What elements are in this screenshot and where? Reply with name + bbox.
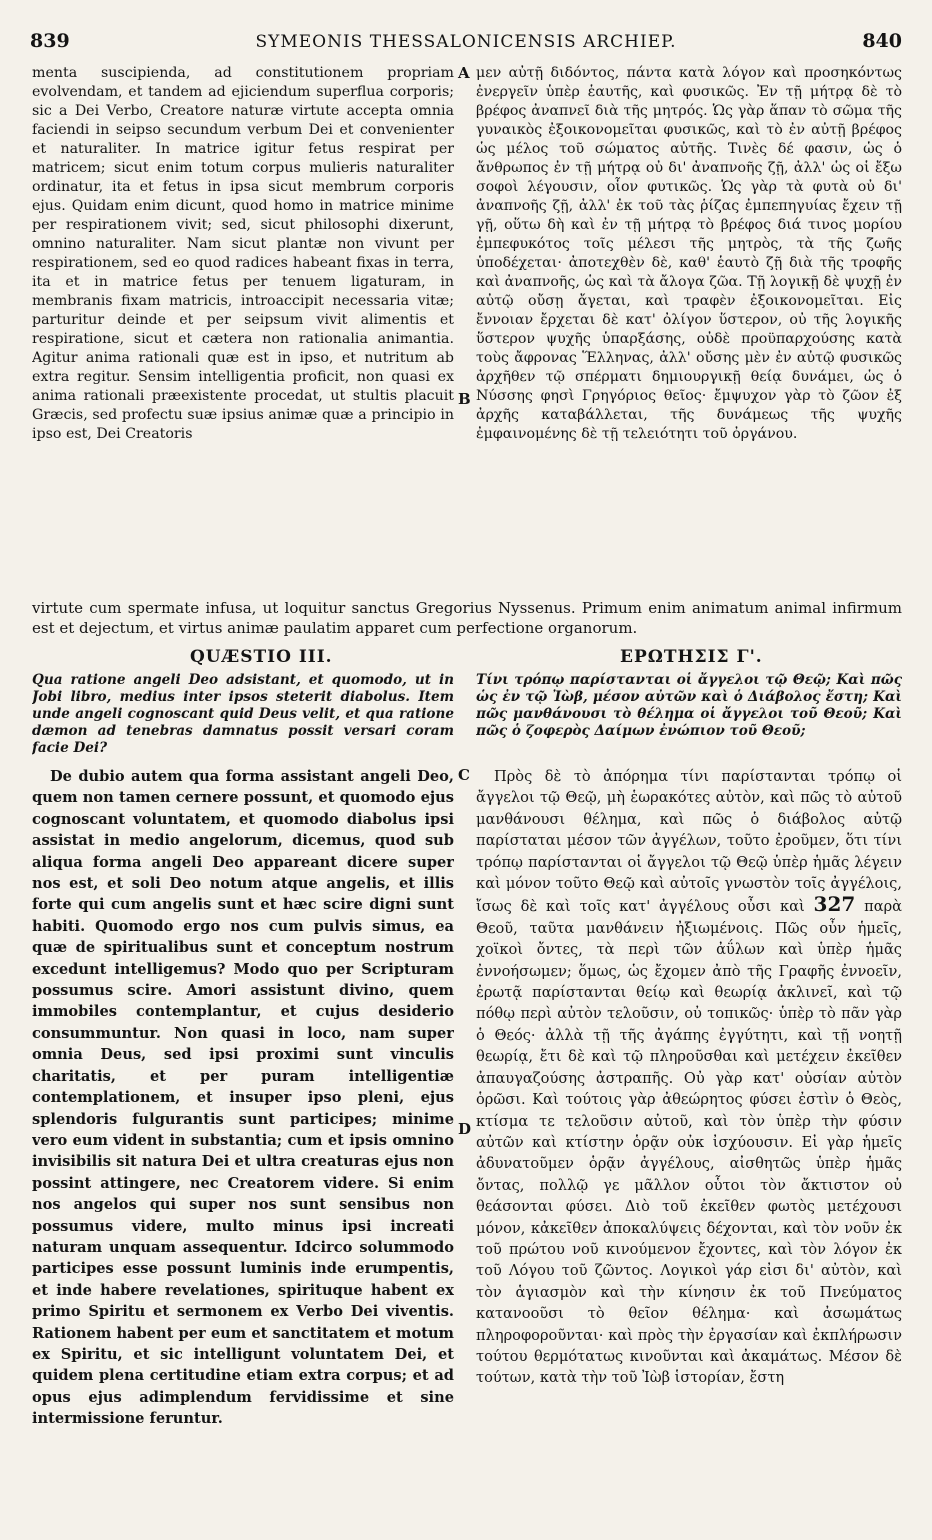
column-number: 327 [813, 892, 856, 917]
greek-paragraph-bottom [476, 766, 902, 1389]
question-latin-subtitle: Qua ratione angeli Deo adsistant, et quomodo, ut in Jobi libro, medius inter ipsos steterit diabolus. Item unde angeli cognoscant quid Deus velit, et qua ratione dæmon ad tenebras damnatus possit versari coram facie Dei? [32, 672, 454, 756]
left-page-number: 839 [30, 30, 70, 52]
running-title: SYMEONIS THESSALONICENSIS ARCHIEP. [255, 32, 677, 52]
margin-letter-b: B [458, 390, 471, 408]
latin-column-bottom [32, 766, 454, 1512]
question-greek-subtitle: Τίνι τρόπῳ παρίστανται οἱ ἄγγελοι τῷ Θεῷ; Καὶ πῶς ὡς ἐν τῷ Ἰὼβ, μέσον αὐτῶν καὶ ὁ Διάβολος ἔστη; Καὶ πῶς μανθάνουσι τὸ θέλημα οἱ ἄγγελοι τοῦ Θεοῦ; Καὶ πῶς ὁ ζοφερὸς Δαίμων ἐνώπιον τοῦ Θεοῦ; [476, 672, 902, 739]
greek-column-bottom [476, 766, 902, 1512]
latin-column-top [32, 64, 454, 578]
question-greek-title: ΕΡΩΤΗΣΙΣ Γ'. [620, 647, 763, 667]
full-width-text: virtute cum spermate infusa, ut loquitur sanctus Gregorius Nyssenus. Primum enim animatum animal infirmum est et dejectum, et virtus animæ paulatim apparet cum perfectione organorum. [32, 599, 902, 637]
running-header [30, 30, 902, 56]
greek-paragraph-top: μεν αὐτῇ διδόντος, πάντα κατὰ λόγον καὶ προσηκόντως ἐνεργεῖν ὑπὲρ ἑαυτῆς, καὶ φυσικῶς. Ἐν τῇ μήτρᾳ δὲ τὸ βρέφος ἀναπνεῖ διὰ τῆς μητρός. Ὡς γὰρ ἅπαν τὸ σῶμα τῆς γυναικὸς ἐξοικονομεῖται φυσικῶς, καὶ τὸ ἐν αὐτῇ βρέφος ὡς μέλος τοῦ σώματος αὐτῆς. Τινὲς δέ φασιν, ὡς ὁ ἄνθρωπος ἐν τῇ μήτρᾳ οὐ δι' ἀναπνοῆς ζῇ, ἀλλ' ὡς οἱ ἔξω σοφοὶ λέγουσιν, οἷον φυτικῶς. Ὡς γὰρ τὰ φυτὰ οὐ δι' ἀναπνοῆς ζῇ, ἀλλ' ἐκ τοῦ τὰς ῥίζας ἐμπεπηγυίας ἔχειν τῇ γῇ, οὕτω δὴ καὶ ἐν τῇ μήτρᾳ τὸ βρέφος διά τινος μορίου ἐμπεφυκότος τοῖς μέλεσι τῆς μητρὸς, τὰ τῆς ζωῆς ὑποδέχεται· ἀποτεχθὲν δὲ, καθ' ἑαυτὸ ζῇ διὰ τῆς τροφῆς καὶ ἀναπνοῆς, ὡς καὶ τὰ ἄλογα ζῶα. Τῇ λογικῇ δὲ ψυχῇ ἐν αὐτῷ οὔσῃ ἄγεται, καὶ τραφὲν ἐξοικονομεῖται. Εἰς ἔννοιαν ἔρχεται δὲ κατ' ὀλίγον ὕστερον, οὐ τῆς λογικῆς ὕστερον ψυχῆς ὑπαρξάσης, οὐδὲ προϋπαρχούσης κατὰ τοὺς ἄφρονας Ἕλληνας, ἀλλ' οὔσης μὲν ἐν αὐτῷ φυσικῶς ἀρχῆθεν τῷ σπέρματι δημιουργικῇ θείᾳ δυνάμει, ὡς ὁ Νύσσης φησὶ Γρηγόριος θεῖος· ἔμψυχον γὰρ τὸ ζῶον ἐξ ἀρχῆς καταβάλλεται, τῆς δυνάμεως τῆς ψυχῆς ἐμφαινομένης δὲ τῇ τελειότητι τοῦ ὀργάνου. [476, 65, 902, 442]
right-page-number: 840 [862, 30, 902, 52]
question-latin-title: QUÆSTIO III. [190, 647, 333, 667]
greek-column-top [476, 64, 902, 578]
margin-letter-d: D [458, 1120, 472, 1138]
margin-letter-a: A [458, 64, 470, 82]
greek-text-before-number: Πρὸς δὲ τὸ ἀπόρημα τίνι παρίστανται τρόπῳ οἱ ἄγγελοι τῷ Θεῷ, μὴ ἑωρακότες αὐτὸν, καὶ πῶς τὸ αὐτοῦ μανθάνουσι θέλημα, καὶ πῶς ὁ διάβολος αὐτῷ παρίσταται μέσον τῶν ἀγγέλων, τοῦτο ἐροῦμεν, ὅτι τίνι τρόπῳ παρίστανται οἱ ἄγγελοι τῷ Θεῷ ὑπὲρ ἡμᾶς λέγειν καὶ μόνον τοῦτο Θεῷ καὶ αὐτοῖς γνωστὸν τοῖς ἀγγέλοις, ἴσως δὲ καὶ τοῖς κατ' ἀγγέλους οὖσι καὶ [476, 768, 902, 916]
latin-paragraph-bottom: De dubio autem qua forma assistant angeli Deo, quem non tamen cernere possunt, et quomodo ejus cognoscant voluntatem, et quomodo diabolus ipsi assistat in medio angelorum, dicemus, quod sub aliqua forma angeli Deo appareant dicere super nos est, et soli Deo notum atque angelis, et illis forte qui cum angelis sunt et hæc scire digni sunt habiti. Quomodo ergo nos cum pulvis simus, ea quæ de spiritualibus sunt et conceptum nostrum excedunt intelligemus? Modo quo per Scripturam possumus scire. Amori assistunt divino, quem immobiles contemplantur, et cujus desiderio consummuntur. Non quasi in loco, nam super omnia Deus, sed ipsi proximi sunt vinculis charitatis, et per puram intelligentiæ contemplationem, et insuper ipso pleni, ejus splendoris fulgurantis sunt participes; minime vero eum vident in substantia; cum et ipsis omnino invisibilis sit natura Dei et ultra creaturas ejus non possint attingere, nec Creatorem videre. Si enim nos angelos qui super nos sunt sensibus non possumus videre, multo minus ipsi increati naturam unquam assequentur. Idcirco solummodo participes esse possunt luminis inde erumpentis, et inde habere revelationes, spirituque habent ex primo Spiritu et sermonem ex Verbo Dei viventis. Rationem habent per eum et sanctitatem et motum ex Spiritu, et sic intelligunt voluntatem Dei, et quidem plena certitudine etiam extra corpus; et ad opus ejus adimplendum fervidissime et sine intermissione feruntur. [32, 768, 454, 1428]
margin-letter-c: C [458, 766, 470, 784]
greek-text-after-number: παρὰ Θεοῦ, ταῦτα μανθάνειν ἠξιωμένοις. Πῶς οὖν ἡμεῖς, χοϊκοὶ ὄντες, τὰ περὶ τῶν ἀΰλων καὶ ὑπὲρ ἡμᾶς ἐννοήσωμεν; ὅμως, ὡς ἔχομεν ἀπὸ τῆς Γραφῆς ἐννοεῖν, ἐρωτᾷ παρίστανται θείῳ καὶ θεωρίᾳ ἀκλινεῖ, καὶ τῷ πόθῳ περὶ αὐτὸν τελοῦσιν, οὐ τοπικῶς· ὑπὲρ τὸ πᾶν γὰρ ὁ Θεός· ἀλλὰ τῇ τῆς ἀγάπης ἐγγύτητι, καὶ τῇ νοητῇ θεωρίᾳ, ἔτι δὲ καὶ τῷ πληροῦσθαι καὶ μετέχειν ἐκεῖθεν ἀπαυγαζούσης ἀστραπῆς. Οὐ γὰρ κατ' οὐσίαν αὐτὸν ὁρῶσι. Καὶ τούτοις γὰρ ἀθεώρητος φύσει ἐστὶν ὁ Θεὸς, κτίσμα τε τελοῦσιν αὐτοῦ, καὶ τὸν ὑπὲρ τὴν φύσιν αὐτῶν καὶ κτίστην ὁρᾷν οὐκ ἰσχύουσιν. Εἰ γὰρ ἡμεῖς ἀδυνατοῦμεν ὁρᾷν ἀγγέλους, αἰσθητῶς ὑπὲρ ἡμᾶς ὄντας, πολλῷ γε μᾶλλον οὗτοι τὸν ἄκτιστον οὐ θεάσονται φύσει. Διὸ τοῦ ἐκεῖθεν φωτὸς μετέχουσι μόνον, κἀκεῖθεν ἀποκαλύψεις δέχονται, καὶ τὸν νοῦν ἐκ τοῦ πρώτου νοῦ κινούμενον ἔχοντες, καὶ τὸν λόγον ἐκ τοῦ Λόγου τοῦ ζῶντος. Λογικοὶ γάρ εἰσι δι' αὐτὸν, καὶ τὸν ἁγιασμὸν καὶ τὴν κίνησιν ἐκ τοῦ Πνεύματος κατανοοῦσι τὸ θεῖον θέλημα· καὶ ἀσωμάτως πληροφοροῦνται· καὶ πρὸς τὴν ἐργασίαν καὶ ἐκπλήρωσιν τούτου θερμότατως κινοῦνται καὶ ἀκαμάτως. Μέσον δὲ τούτων, κατὰ τὴν τοῦ Ἰὼβ ἱστορίαν, ἔστη [476, 898, 902, 1387]
latin-paragraph-top: menta suscipienda, ad constitutionem propriam evolvendam, et tandem ad ejiciendum superflua corporis; sic a Dei Verbo, Creatore naturæ virtute accepta omnia faciendi in seipso secundum verbum Dei et convenienter et naturaliter. In matrice igitur fetus respirat per matricem; sicut enim totum corpus mulieris naturaliter ordinatur, ita et fetus in ipsa sicut membrum corporis ejus. Quidam enim dicunt, quod homo in matrice minime per respirationem vivit; sed, sicut philosophi dixerunt, omnino naturaliter. Nam sicut plantæ non vivunt per respirationem, sed eo quod radices habeant fixas in terra, ita et in matrice fetus per tenuem ligaturam, in membranis fixam matricis, introaccipit necessaria vitæ; parturitur deinde et per seipsum vivit alimentis et respiratione, sicut et cætera non rationalia animantia. Agitur anima rationali quæ est in ipso, et nutritum ab extra regitur. Sensim intelligentia proficit, non quasi ex anima rationali præexistente procedat, ut stultis placuit Græcis, sed profectu suæ ipsius animæ quæ a principio in ipso est, Dei Creatoris [32, 65, 454, 442]
